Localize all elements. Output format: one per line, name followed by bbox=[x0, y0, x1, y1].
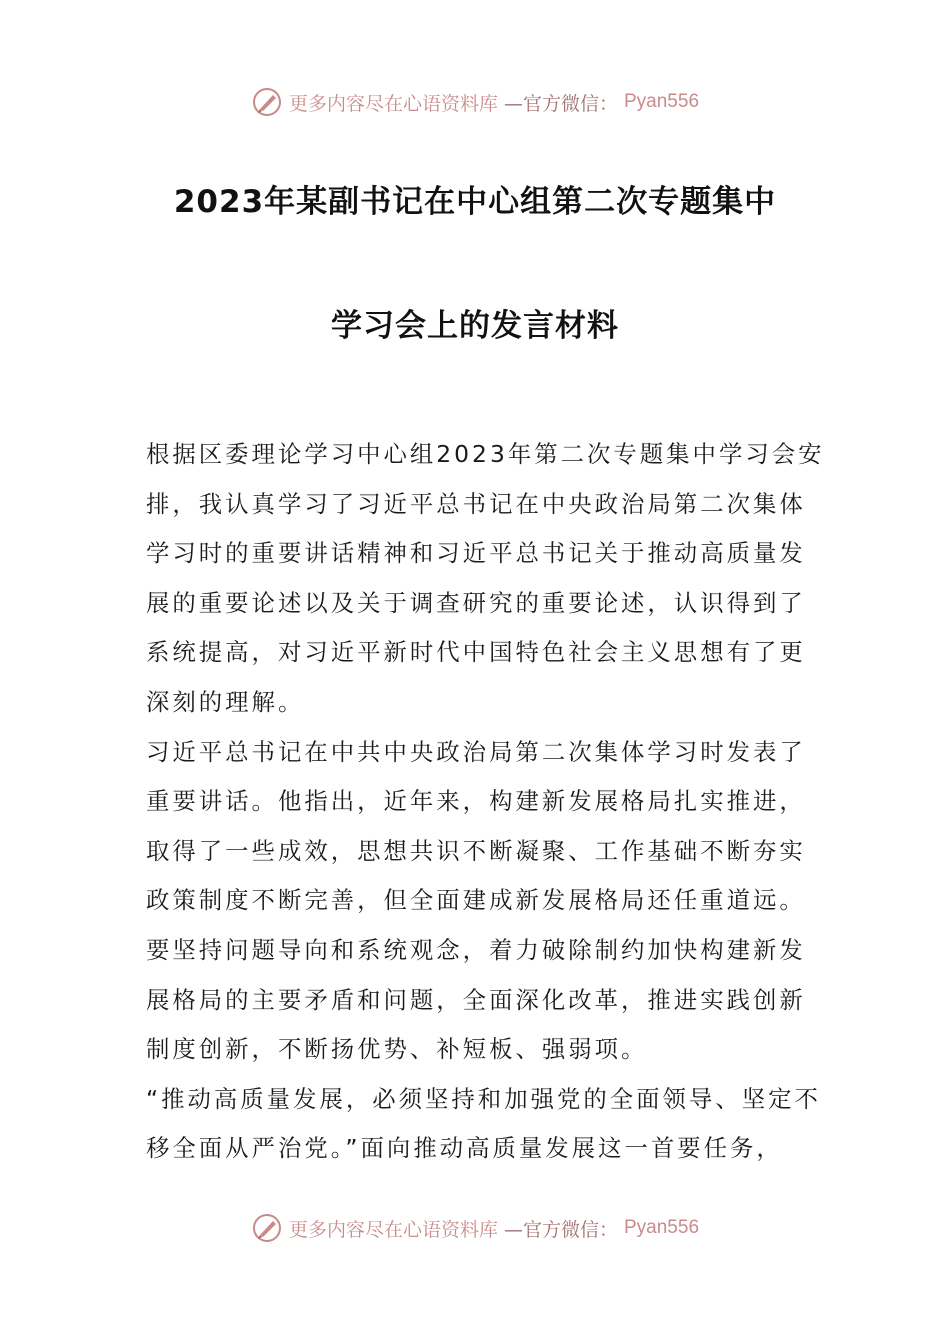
body-line: 移全面从严治党。”面向推动高质量发展这一首要任务， bbox=[146, 1134, 783, 1163]
body-line: 系统提高，对习近平新时代中国特色社会主义思想有了更 bbox=[146, 638, 806, 667]
body-line: 取得了一些成效，思想共识不断凝聚、工作基础不断夯实 bbox=[146, 836, 806, 865]
document-title-line-1: 2023年某副书记在中心组第二次专题集中 bbox=[173, 184, 777, 220]
watermark-wechat-id: Pyan556 bbox=[624, 91, 700, 112]
header-watermark bbox=[0, 86, 950, 118]
body-line: 展格局的主要矛盾和问题，全面深化改革，推进实践创新 bbox=[146, 985, 806, 1014]
pen-logo-icon bbox=[251, 86, 283, 118]
body-line: 重要讲话。他指出，近年来，构建新发展格局扎实推进， bbox=[146, 787, 806, 816]
footer-watermark bbox=[0, 1212, 950, 1244]
body-line: 深刻的理解。 bbox=[146, 687, 305, 716]
pen-logo-icon bbox=[251, 1212, 283, 1244]
body-line: 排，我认真学习了习近平总书记在中央政治局第二次集体 bbox=[146, 489, 806, 518]
document-title-line-2: 学习会上的发言材料 bbox=[331, 308, 619, 344]
body-line: 展的重要论述以及关于调查研究的重要论述，认识得到了 bbox=[146, 588, 806, 617]
body-line: 制度创新，不断扬优势、补短板、强弱项。 bbox=[146, 1035, 648, 1064]
body-line: 政策制度不断完善，但全面建成新发展格局还任重道远。 bbox=[146, 886, 806, 915]
body-line: 要坚持问题导向和系统观念，着力破除制约加快构建新发 bbox=[146, 935, 806, 964]
body-line: 学习时的重要讲话精神和习近平总书记关于推动高质量发 bbox=[146, 539, 806, 568]
document-body bbox=[146, 430, 825, 1174]
watermark-main-text: 更多内容尽在心语资料库 bbox=[288, 92, 498, 115]
watermark-main-text: 更多内容尽在心语资料库 bbox=[288, 1218, 498, 1241]
body-line: 根据区委理论学习中心组2023年第二次专题集中学习会安 bbox=[146, 440, 825, 468]
body-line: 习近平总书记在中共中央政治局第二次集体学习时发表了 bbox=[146, 737, 806, 766]
watermark-wechat-id: Pyan556 bbox=[624, 1217, 700, 1238]
body-line: “推动高质量发展，必须坚持和加强党的全面领导、坚定不 bbox=[146, 1084, 821, 1113]
watermark-sub-text: —官方微信： bbox=[503, 1218, 618, 1241]
watermark-sub-text: —官方微信： bbox=[503, 92, 618, 115]
